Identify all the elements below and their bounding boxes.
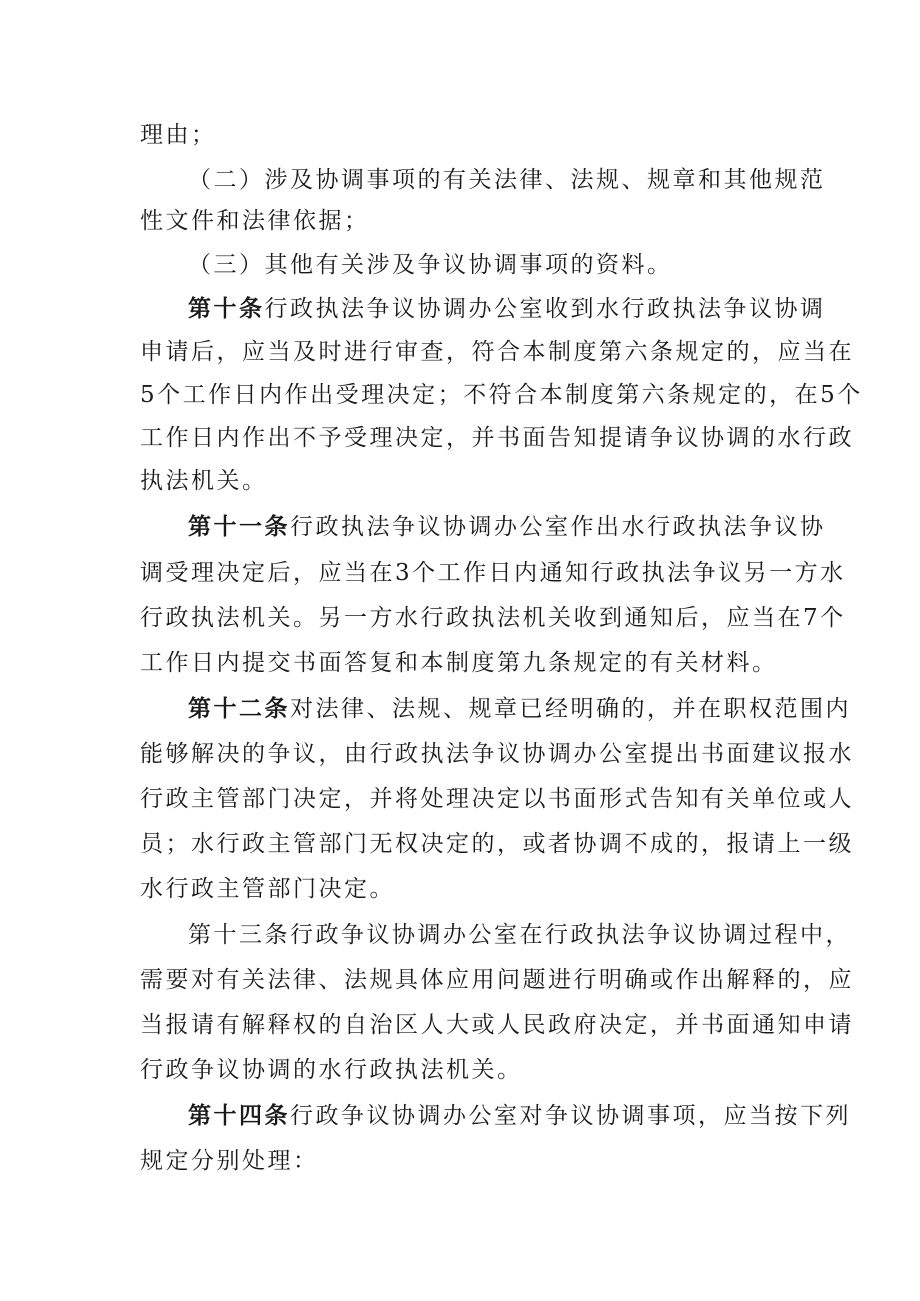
text-line: 理由； bbox=[140, 122, 217, 148]
article-11-first-line bbox=[188, 512, 826, 542]
text-line: （三）其他有关涉及争议协调事项的资料。 bbox=[188, 252, 673, 278]
text-line: 行政争议协调办公室对争议协调事项，应当按下列 bbox=[290, 1103, 851, 1129]
text-line: 执法机关。 bbox=[140, 468, 268, 494]
text-line: 第十三条行政争议协调办公室在行政执法争议协调过程中， bbox=[188, 922, 851, 948]
text-line: 行政执法争议协调办公室收到水行政执法争议协调 bbox=[264, 296, 826, 322]
text-line: 工作日内提交书面答复和本制度第九条规定的有关材料。 bbox=[140, 650, 778, 676]
article-heading: 第十二条 bbox=[188, 696, 290, 722]
article-heading: 第十条 bbox=[188, 296, 265, 322]
article-heading: 第十四条 bbox=[188, 1103, 290, 1129]
text-line: 5个工作日内作出受理决定；不符合本制度第六条规定的，在5个 bbox=[140, 382, 863, 408]
article-heading: 第十一条 bbox=[188, 514, 290, 540]
text-line: 行政执法机关。另一方水行政执法机关收到通知后，应当在7个 bbox=[140, 605, 846, 631]
text-line: 员；水行政主管部门无权决定的，或者协调不成的，报请上一级 bbox=[140, 831, 854, 857]
text-line: （二）涉及协调事项的有关法律、法规、规章和其他规范 bbox=[188, 167, 826, 193]
text-line: 规定分别处理： bbox=[140, 1148, 319, 1174]
text-line: 对法律、法规、规章已经明确的，并在职权范围内 bbox=[290, 696, 851, 722]
text-line: 行政执法争议协调办公室作出水行政执法争议协 bbox=[290, 514, 826, 540]
article-14-first-line bbox=[188, 1101, 851, 1131]
text-line: 行政争议协调的水行政执法机关。 bbox=[140, 1057, 523, 1083]
text-line: 调受理决定后，应当在3个工作日内通知行政执法争议另一方水 bbox=[140, 560, 846, 586]
text-line: 性文件和法律依据； bbox=[140, 208, 370, 234]
text-line: 行政主管部门决定，并将处理决定以书面形式告知有关单位或人 bbox=[140, 786, 854, 812]
text-line: 需要对有关法律、法规具体应用问题进行明确或作出解释的，应 bbox=[140, 967, 854, 993]
text-line: 能够解决的争议，由行政执法争议协调办公室提出书面建议报水 bbox=[140, 741, 854, 767]
article-10-first-line bbox=[188, 294, 826, 324]
text-line: 水行政主管部门决定。 bbox=[140, 876, 395, 902]
text-line: 工作日内作出不予受理决定，并书面告知提请争议协调的水行政 bbox=[140, 425, 854, 451]
article-12-first-line bbox=[188, 694, 851, 724]
text-line: 当报请有解释权的自治区人大或人民政府决定，并书面通知申请 bbox=[140, 1012, 854, 1038]
text-line: 申请后，应当及时进行审查，符合本制度第六条规定的，应当在 bbox=[140, 339, 854, 365]
